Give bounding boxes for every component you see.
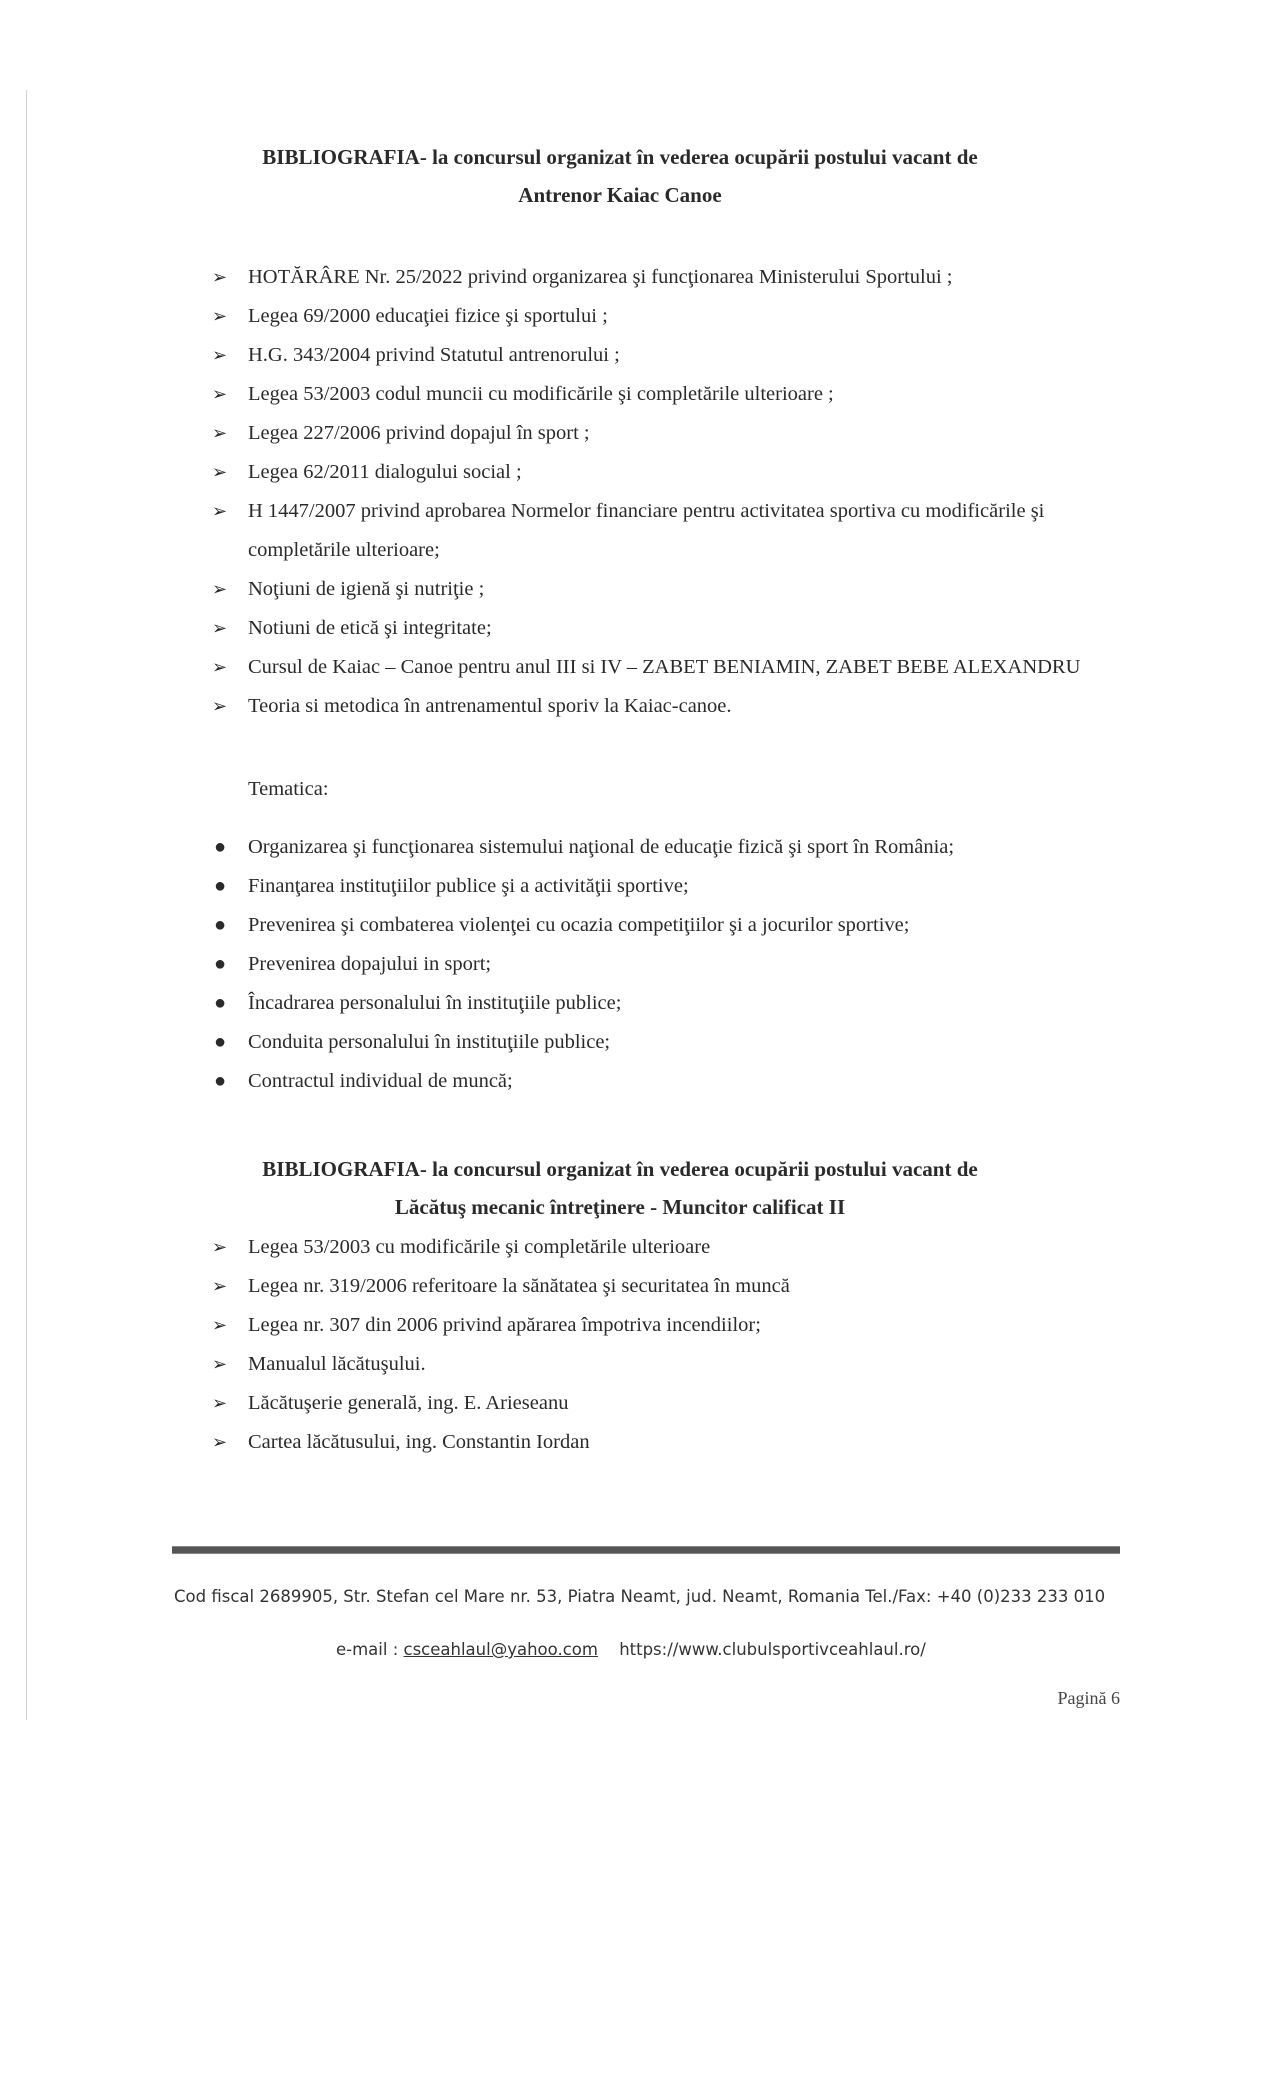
arrow-bullet-icon: ➢ <box>212 1276 228 1296</box>
list-item: ● Prevenirea şi combaterea violenţei cu ocazia competiţiilor şi a jocurilor sportive; <box>212 906 1132 945</box>
list-item: ➢ H 1447/2007 privind aprobarea Normelor financiare pentru activitatea sportiva cu modificările şi completările ulterioare; <box>212 492 1132 570</box>
list-item: ➢ Teoria si metodica în antrenamentul sporiv la Kaiac-canoe. <box>212 687 1132 726</box>
section2-bibliography-list <box>212 1228 1132 1462</box>
section1-title-line2: Antrenor Kaiac Canoe <box>518 183 722 207</box>
list-item: ➢ Legea 53/2003 cu modificările şi completările ulterioare <box>212 1228 1132 1267</box>
email-link[interactable]: csceahlaul@yahoo.com <box>403 1640 598 1659</box>
footer-rule <box>172 1546 1120 1554</box>
email-label: e-mail : <box>336 1640 399 1659</box>
tematica-list <box>212 828 1132 1101</box>
arrow-bullet-icon: ➢ <box>212 501 228 521</box>
dot-bullet-icon: ● <box>214 875 227 897</box>
list-item: ● Conduita personalului în instituţiile publice; <box>212 1023 1132 1062</box>
list-item: ➢ H.G. 343/2004 privind Statutul antrenorului ; <box>212 336 1132 375</box>
dot-bullet-icon: ● <box>214 953 227 975</box>
arrow-bullet-icon: ➢ <box>212 579 228 599</box>
list-item: ➢ HOTĂRÂRE Nr. 25/2022 privind organizarea şi funcţionarea Ministerului Sportului ; <box>212 258 1132 297</box>
dot-bullet-icon: ● <box>214 1070 227 1092</box>
list-item: ➢ Legea 227/2006 privind dopajul în sport ; <box>212 414 1132 453</box>
list-item: ➢ Legea nr. 319/2006 referitoare la sănătatea şi securitatea în muncă <box>212 1267 1132 1306</box>
footer-contact <box>336 1640 926 1659</box>
arrow-bullet-icon: ➢ <box>212 1432 228 1452</box>
list-item: ➢ Legea nr. 307 din 2006 privind apărarea împotriva incendiilor; <box>212 1306 1132 1345</box>
arrow-bullet-icon: ➢ <box>212 657 228 677</box>
arrow-bullet-icon: ➢ <box>212 696 228 716</box>
tematica-label: Tematica: <box>248 778 329 800</box>
arrow-bullet-icon: ➢ <box>212 462 228 482</box>
page-number: Pagină 6 <box>1057 1688 1120 1708</box>
arrow-bullet-icon: ➢ <box>212 306 228 326</box>
list-item: ● Încadrarea personalului în instituţiile publice; <box>212 984 1132 1023</box>
list-item: ➢ Lăcătuşerie generală, ing. E. Arieseanu <box>212 1384 1132 1423</box>
footer-address: Cod fiscal 2689905, Str. Stefan cel Mare nr. 53, Piatra Neamt, jud. Neamt, Romania Tel./Fax: +40 (0)233 233 010 <box>174 1587 1106 1606</box>
list-item: ● Prevenirea dopajului in sport; <box>212 945 1132 984</box>
scan-edge-line <box>26 90 27 1720</box>
arrow-bullet-icon: ➢ <box>212 618 228 638</box>
list-item: ➢ Cartea lăcătusului, ing. Constantin Iordan <box>212 1423 1132 1462</box>
website-link[interactable]: https://www.clubulsportivceahlaul.ro/ <box>619 1640 926 1659</box>
list-item: ➢ Manualul lăcătuşului. <box>212 1345 1132 1384</box>
section2-title-line1: BIBLIOGRAFIA- la concursul organizat în vederea ocupării postului vacant de <box>262 1157 978 1181</box>
dot-bullet-icon: ● <box>214 1031 227 1053</box>
arrow-bullet-icon: ➢ <box>212 384 228 404</box>
list-item: ➢ Noţiuni de igienă şi nutriţie ; <box>212 570 1132 609</box>
arrow-bullet-icon: ➢ <box>212 1237 228 1257</box>
arrow-bullet-icon: ➢ <box>212 267 228 287</box>
section1-bibliography-list <box>212 258 1132 726</box>
list-item: ➢ Legea 53/2003 codul muncii cu modificările şi completările ulterioare ; <box>212 375 1132 414</box>
dot-bullet-icon: ● <box>214 992 227 1014</box>
list-item: ● Finanţarea instituţiilor publice şi a activităţii sportive; <box>212 867 1132 906</box>
section1-title-line1: BIBLIOGRAFIA- la concursul organizat în vederea ocupării postului vacant de <box>262 145 978 169</box>
arrow-bullet-icon: ➢ <box>212 345 228 365</box>
section2-title-line2: Lăcătuş mecanic întreţinere - Muncitor calificat II <box>394 1195 846 1219</box>
list-item: ● Contractul individual de muncă; <box>212 1062 1132 1101</box>
arrow-bullet-icon: ➢ <box>212 1393 228 1413</box>
arrow-bullet-icon: ➢ <box>212 423 228 443</box>
list-item: ➢ Notiuni de etică şi integritate; <box>212 609 1132 648</box>
dot-bullet-icon: ● <box>214 914 227 936</box>
list-item: ➢ Legea 62/2011 dialogului social ; <box>212 453 1132 492</box>
arrow-bullet-icon: ➢ <box>212 1354 228 1374</box>
arrow-bullet-icon: ➢ <box>212 1315 228 1335</box>
dot-bullet-icon: ● <box>214 836 227 858</box>
list-item: ➢ Cursul de Kaiac – Canoe pentru anul III si IV – ZABET BENIAMIN, ZABET BEBE ALEXANDRU <box>212 648 1132 687</box>
list-item: ➢ Legea 69/2000 educaţiei fizice şi sportului ; <box>212 297 1132 336</box>
list-item: ● Organizarea şi funcţionarea sistemului naţional de educaţie fizică şi sport în România; <box>212 828 1132 867</box>
